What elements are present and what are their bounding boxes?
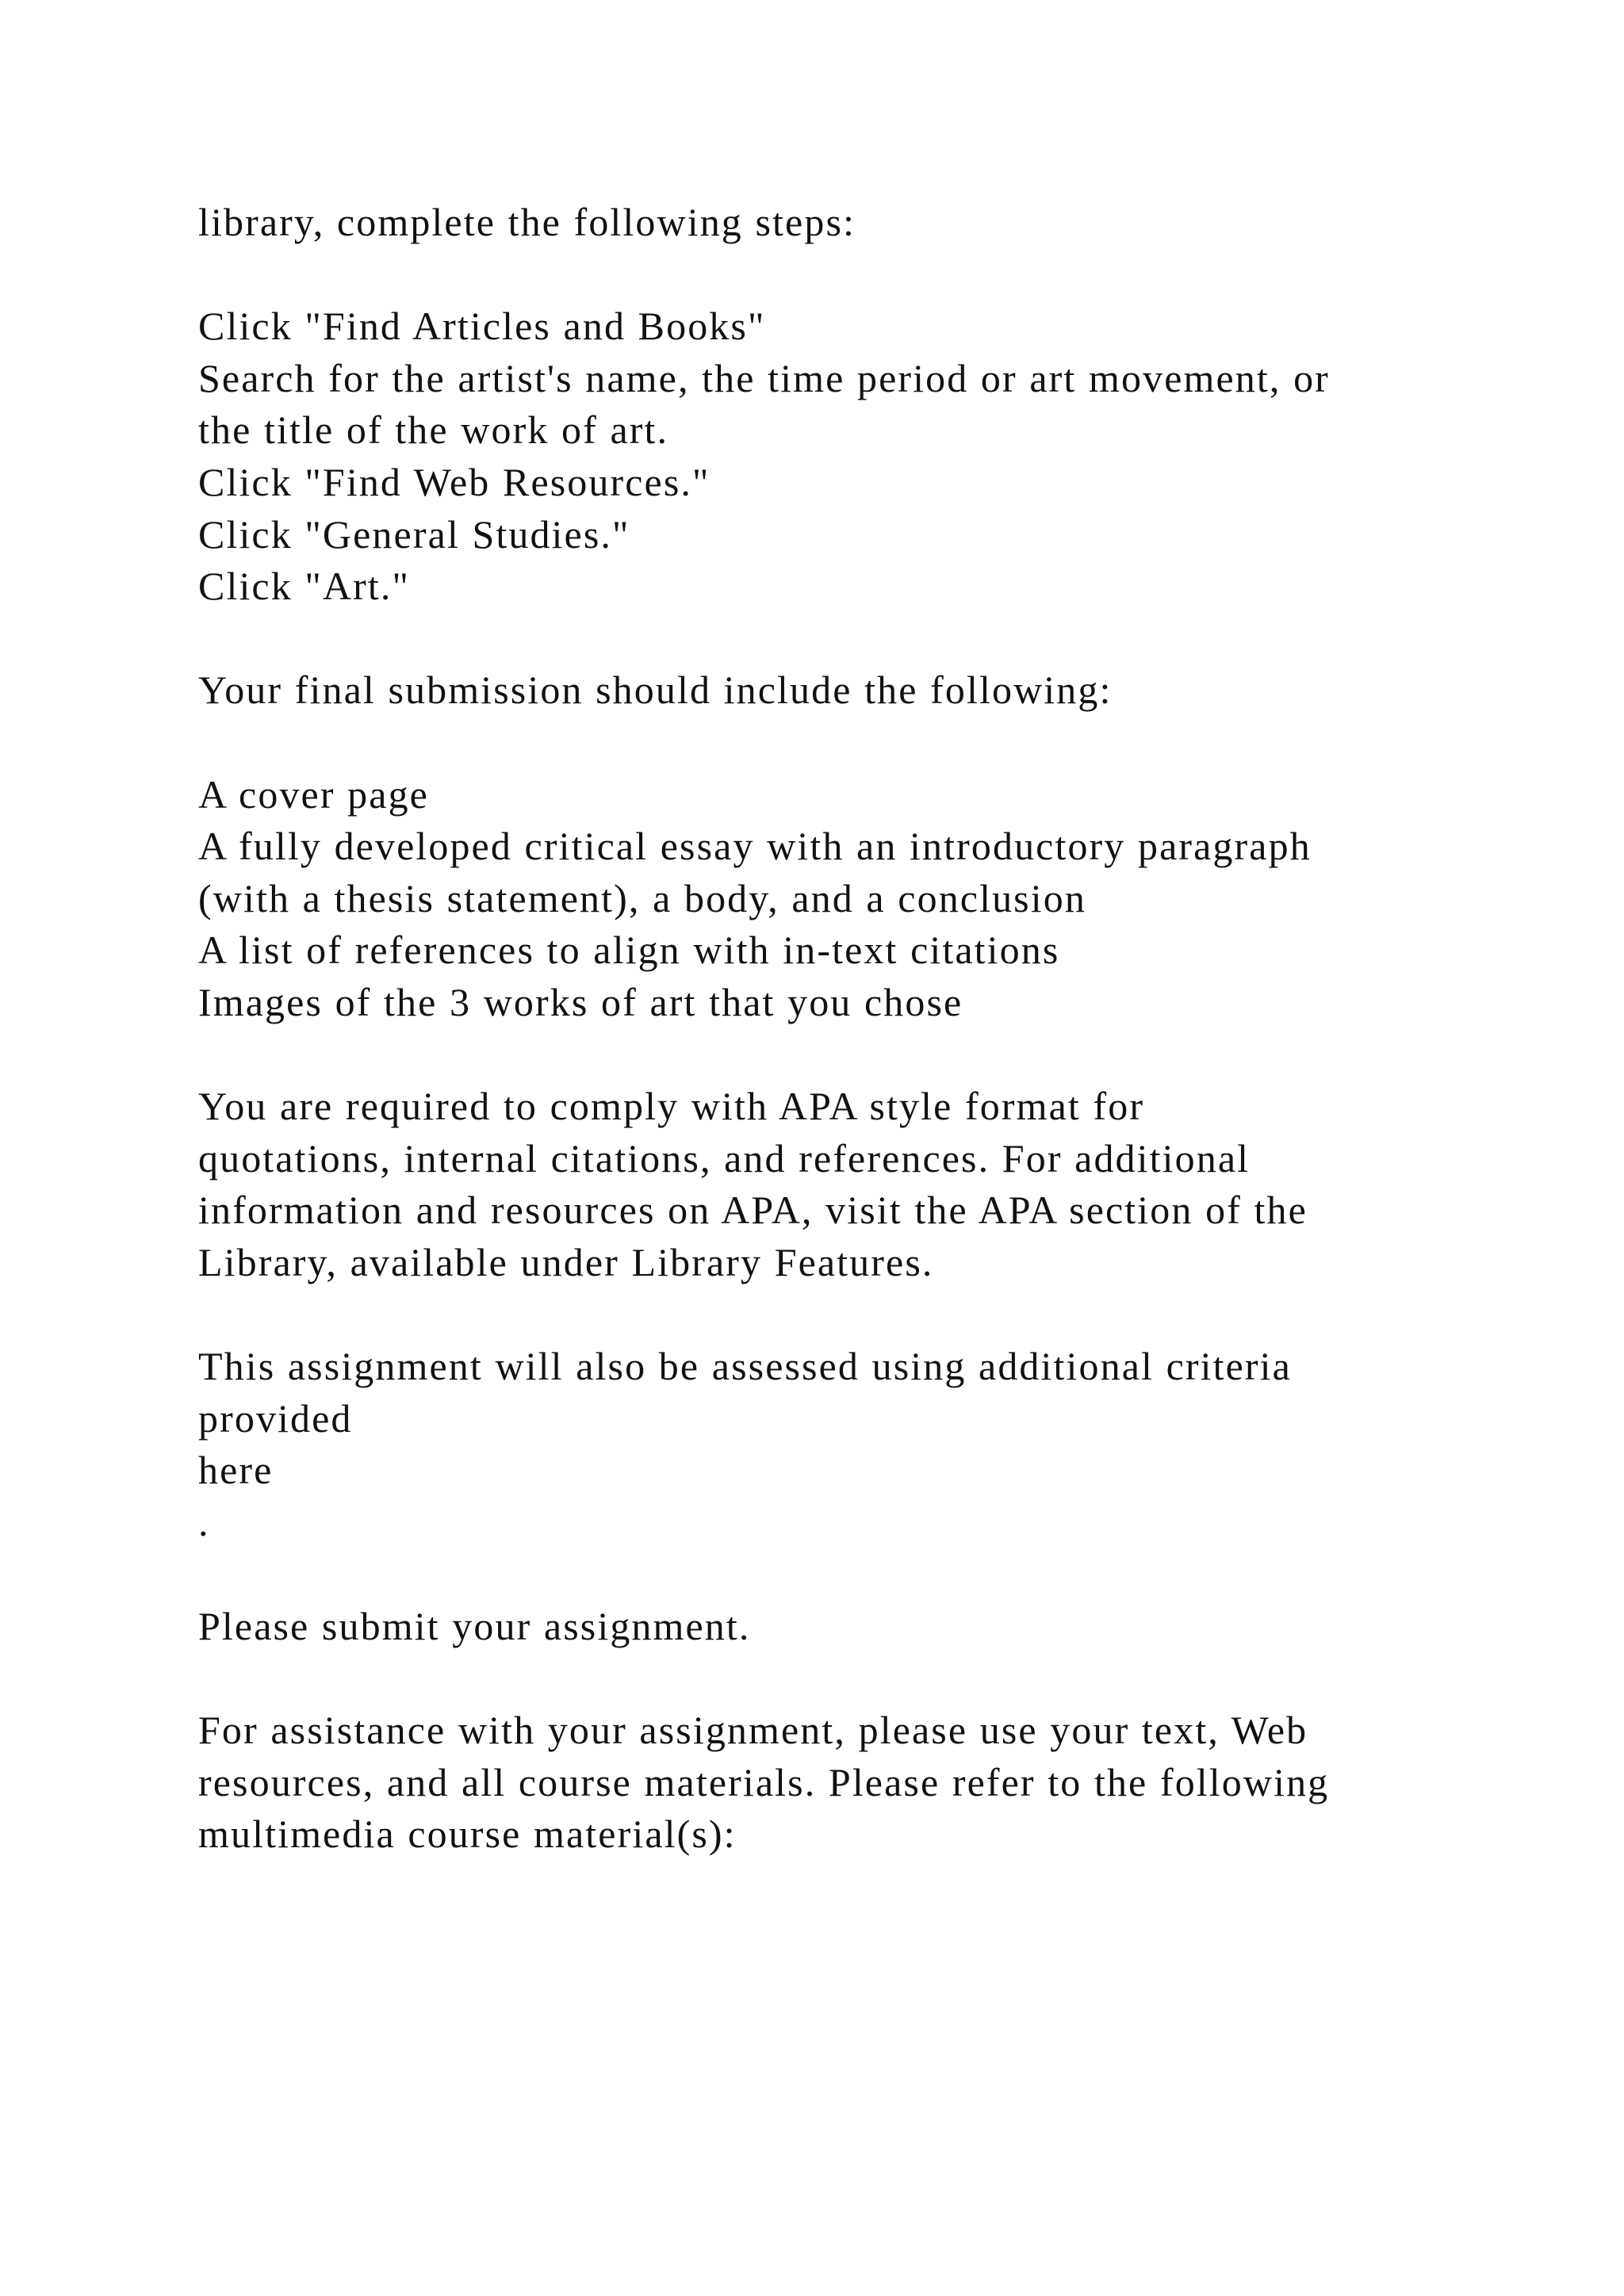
text-line: This assignment will also be assessed using additional criteria xyxy=(198,1344,1292,1389)
text-line: . xyxy=(198,1499,210,1544)
text-line: Click "Art." xyxy=(198,564,410,609)
blank-line xyxy=(198,613,1483,665)
text-line: (with a thesis statement), a body, and a conclusion xyxy=(198,875,1086,920)
blank-line xyxy=(198,717,1483,769)
text-line: You are required to comply with APA style format for xyxy=(198,1084,1145,1129)
text-line: the title of the work of art. xyxy=(198,408,669,453)
text-line: A cover page xyxy=(198,771,429,817)
text-line: Please submit your assignment. xyxy=(198,1604,751,1649)
blank-line xyxy=(198,1548,1483,1601)
text-line: Your final submission should include the following: xyxy=(198,668,1113,713)
blank-line xyxy=(198,1288,1483,1341)
text-line: multimedia course material(s): xyxy=(198,1812,737,1857)
text-line: library, complete the following steps: xyxy=(198,200,856,244)
text-line: information and resources on APA, visit the APA section of the xyxy=(198,1188,1308,1233)
blank-line xyxy=(198,249,1483,301)
text-line: For assistance with your assignment, please use your text, Web xyxy=(198,1708,1308,1753)
text-line: Click "Find Articles and Books" xyxy=(198,304,766,349)
text-line: Images of the 3 works of art that you chose xyxy=(198,979,963,1024)
document-body xyxy=(198,197,1483,1861)
text-line: Click "General Studies." xyxy=(198,511,630,557)
text-line: resources, and all course materials. Please refer to the following xyxy=(198,1759,1330,1804)
text-line: here xyxy=(198,1448,274,1493)
text-line: A list of references to align with in-text citations xyxy=(198,928,1060,973)
text-line: A fully developed critical essay with an introductory paragraph xyxy=(198,824,1312,869)
blank-line xyxy=(198,1653,1483,1705)
text-line: Library, available under Library Features. xyxy=(198,1239,934,1284)
blank-line xyxy=(198,1029,1483,1081)
text-line: quotations, internal citations, and references. For additional xyxy=(198,1135,1251,1181)
text-line: Click "Find Web Resources." xyxy=(198,459,710,504)
text-line: Search for the artist's name, the time period or art movement, or xyxy=(198,355,1330,400)
text-line: provided xyxy=(198,1395,353,1441)
